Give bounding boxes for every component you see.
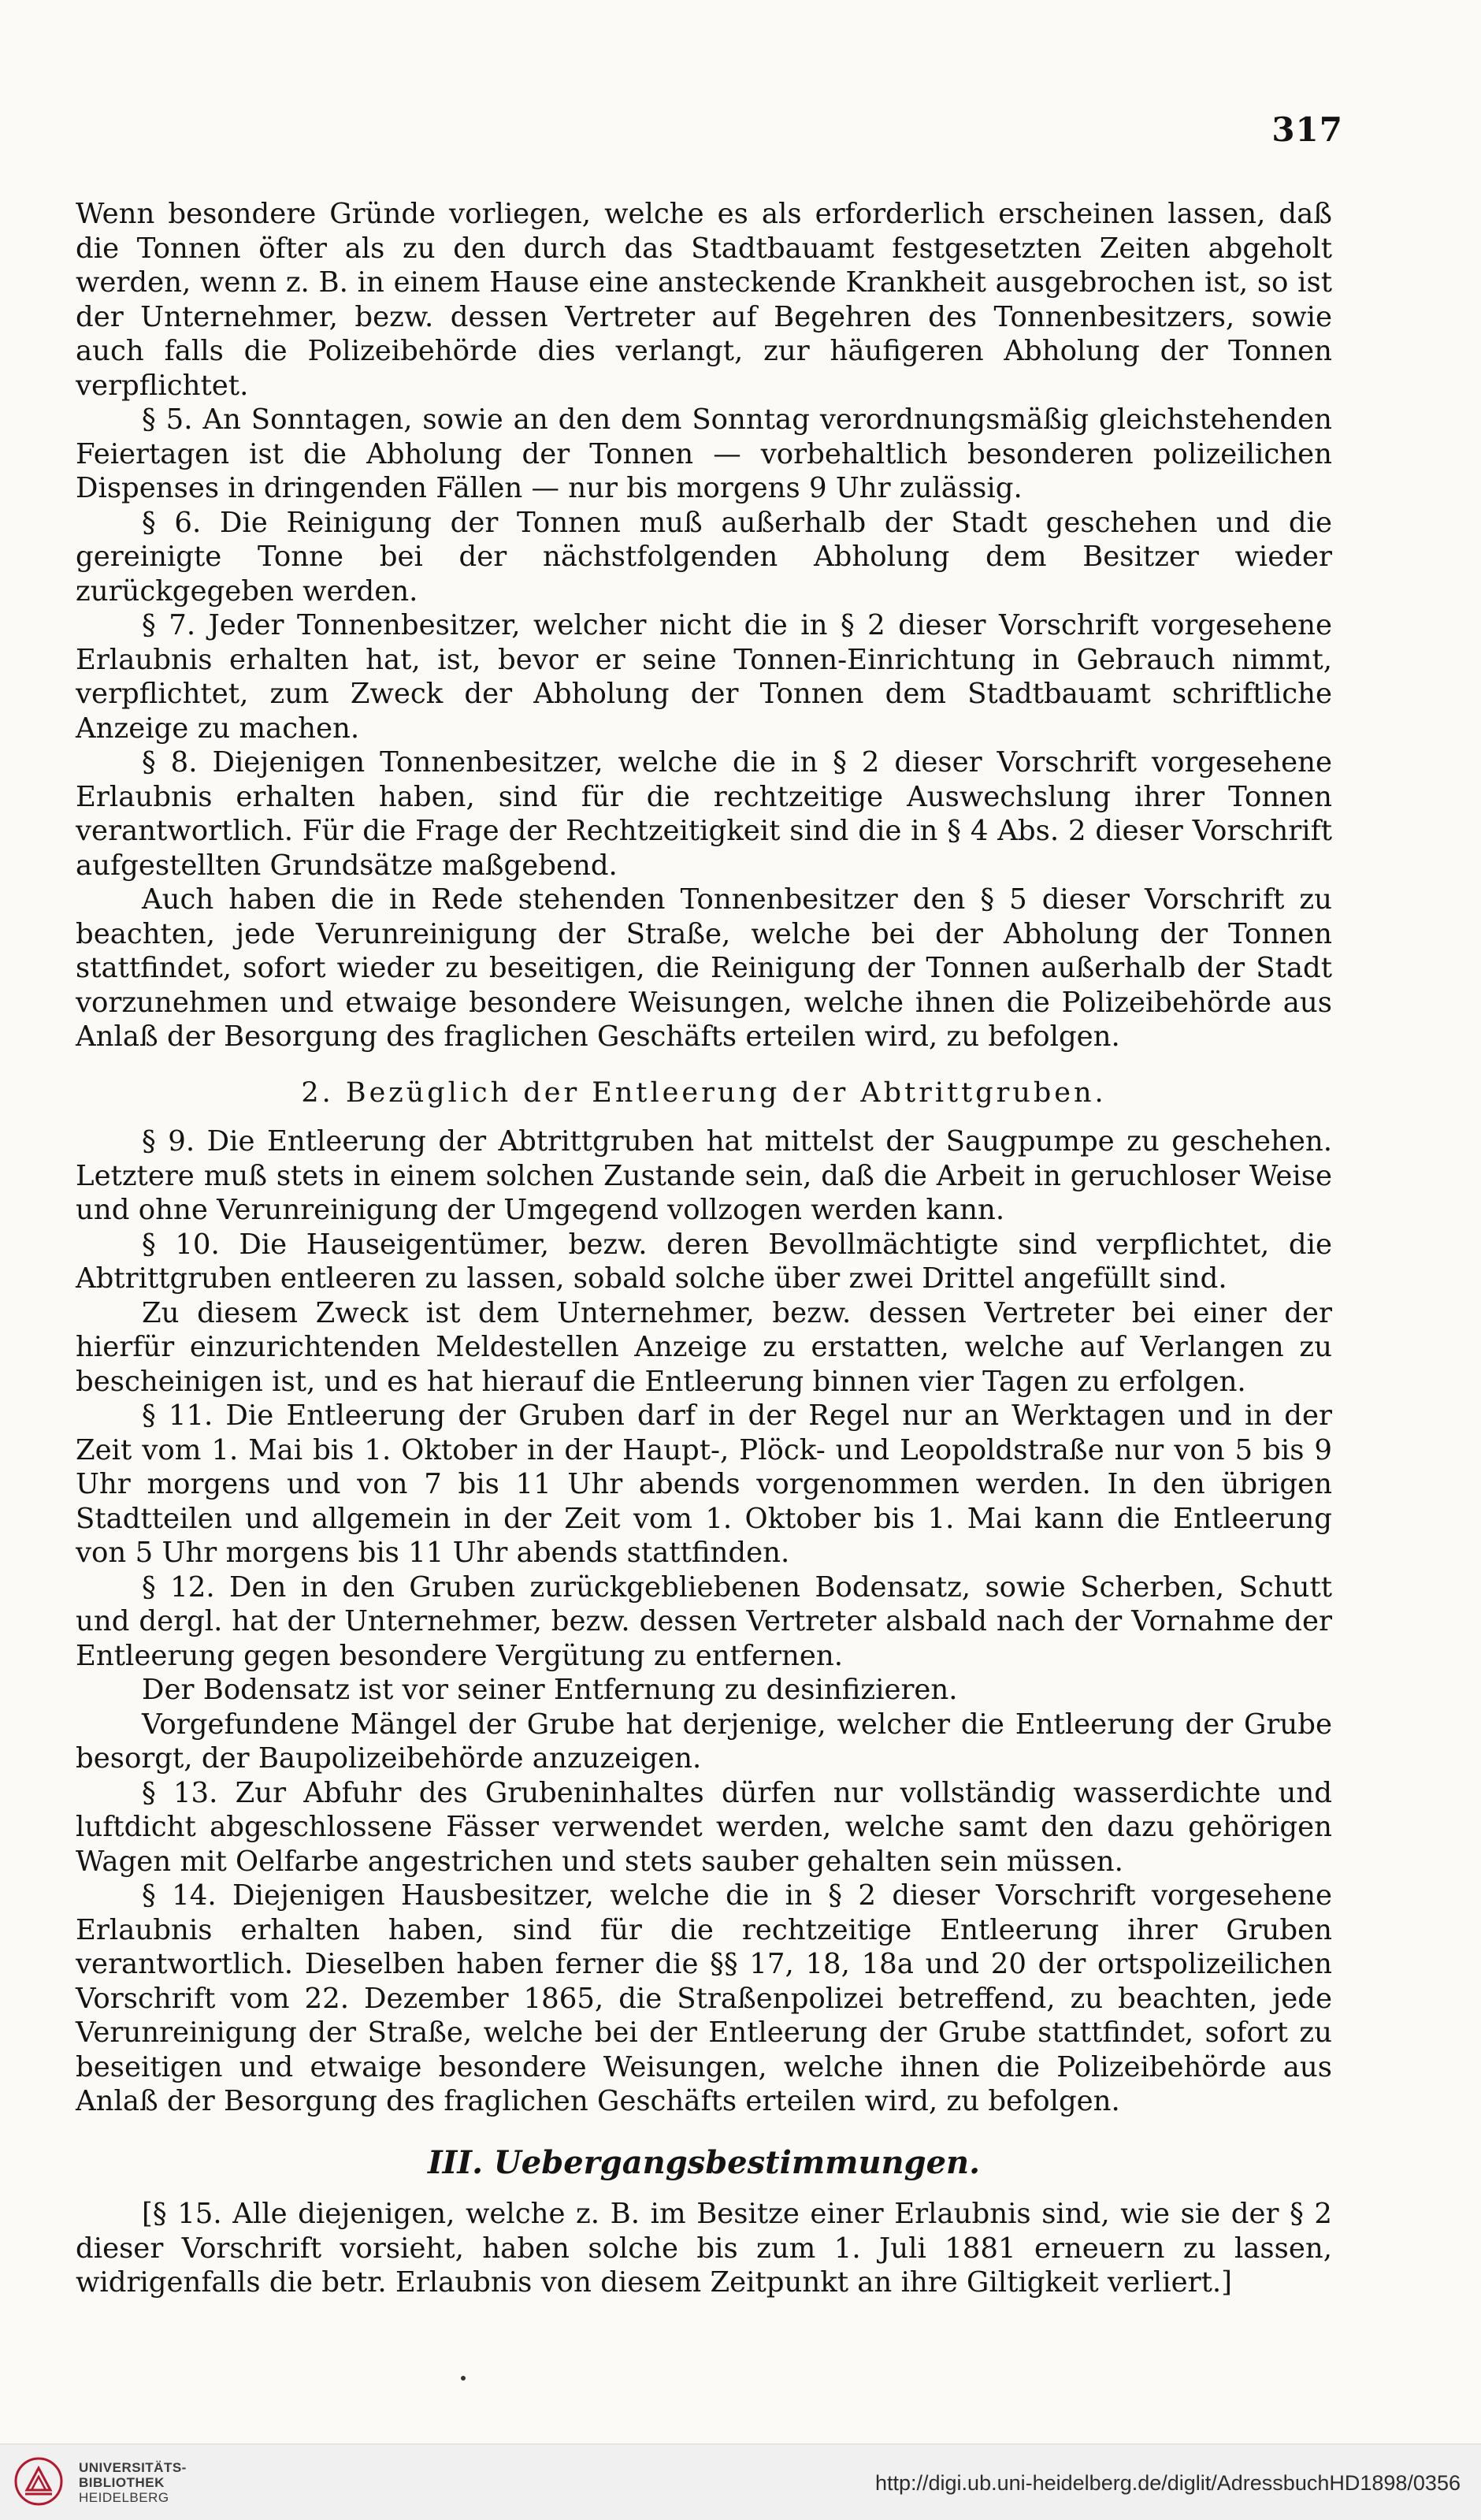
- footer-bar: [0, 2444, 1481, 2520]
- library-name: [79, 2460, 187, 2505]
- paragraph-12: § 12. Den in den Gruben zurückgebliebenen Bodensatz, sowie Scherben, Schutt und dergl. hat der Unternehmer, bezw. dessen Vertreter alsbald nach der Vornahme der Entleerung gegen besondere Vergütung zu entfernen.: [76, 1570, 1332, 1672]
- paragraph-7: § 7. Jeder Tonnenbesitzer, welcher nicht die in § 2 dieser Vorschrift vorgesehene Erlaubnis erhalten hat, ist, bevor er seine Tonnen-Einrichtung in Gebrauch nimmt, verpflichtet, zum Zweck der Abholung der Tonnen dem Stadtbauamt schriftliche Anzeige zu machen.: [76, 609, 1332, 745]
- library-name-line: HEIDELBERG: [79, 2490, 169, 2505]
- paragraph: Der Bodensatz ist vor seiner Entfernung zu desinfizieren.: [142, 1674, 958, 1706]
- paragraph: Vorgefundene Mängel der Grube hat derjenige, welcher die Entleerung der Grube besorgt, der Baupolizeibehörde anzuzeigen.: [76, 1708, 1332, 1775]
- paragraph-5: § 5. An Sonntagen, sowie an den dem Sonntag verordnungsmäßig gleichstehenden Feiertagen ist die Abholung der Tonnen — vorbehaltlich besonderen polizeilichen Dispenses in dringenden Fällen — nur bis morgens 9 Uhr zulässig.: [76, 403, 1332, 504]
- source-url[interactable]: http://digi.ub.uni-heidelberg.de/diglit/AdressbuchHD1898/0356: [874, 2471, 1461, 2495]
- paragraph-10: § 10. Die Hauseigentümer, bezw. deren Bevollmächtigte sind verpflichtet, die Abtrittgruben entleeren zu lassen, sobald solche über zwei Drittel angefüllt sind.: [76, 1228, 1332, 1295]
- ink-dot: [461, 2376, 466, 2381]
- paragraph-13: § 13. Zur Abfuhr des Grubeninhaltes dürfen nur vollständig wasserdichte und luftdicht abgeschlossene Fässer verwendet werden, welche samt den dazu gehörigen Wagen mit Oelfarbe angestrichen und stets sauber gehalten sein müssen.: [76, 1776, 1332, 1878]
- library-seal-icon: [14, 2457, 63, 2506]
- paragraph-11: § 11. Die Entleerung der Gruben darf in der Regel nur an Werktagen und in der Zeit vom 1. Mai bis 1. Oktober in der Haupt-, Plöck- und Leopoldstraße nur von 5 bis 9 Uhr morgens und von 7 bis 11 Uhr abends vorgenommen werden. In den übrigen Stadtteilen und allgemein in der Zeit vom 1. Oktober bis 1. Mai kann die Entleerung von 5 Uhr morgens bis 11 Uhr abends stattfinden.: [76, 1399, 1332, 1569]
- library-name-line: UNIVERSITÄTS-: [79, 2460, 187, 2475]
- paragraph-9: § 9. Die Entleerung der Abtrittgruben hat mittelst der Saugpumpe zu geschehen. Letztere muß stets in einem solchen Zustande sein, daß die Arbeit in geruchloser Weise und ohne Verunreinigung der Umgegend vollzogen werden kann.: [76, 1125, 1332, 1226]
- paragraph: Zu diesem Zweck ist dem Unternehmer, bezw. dessen Vertreter bei einer der hierfür einzurichtenden Meldestellen Anzeige zu erstatten, welche auf Verlangen zu bescheinigen ist, und es hat hierauf die Entleerung binnen vier Tagen zu erfolgen.: [76, 1296, 1332, 1398]
- section-heading: 2. Bezüglich der Entleerung der Abtrittgruben.: [301, 1076, 1107, 1109]
- paragraph-6: § 6. Die Reinigung der Tonnen muß außerhalb der Stadt geschehen und die gereinigte Tonne bei der nächstfolgenden Abholung dem Besitzer wieder zurückgegeben werden.: [76, 506, 1332, 608]
- part-heading: III. Uebergangsbestimmungen.: [427, 2143, 981, 2181]
- page-number: 317: [1271, 110, 1343, 149]
- paragraph-8: § 8. Diejenigen Tonnenbesitzer, welche die in § 2 dieser Vorschrift vorgesehene Erlaubnis erhalten haben, sind für die rechtzeitige Auswechslung ihrer Tonnen verantwortlich. Für die Frage der Rechtzeitigkeit sind die in § 4 Abs. 2 dieser Vorschrift aufgestellten Grundsätze maßgebend.: [76, 746, 1332, 882]
- paragraph: Wenn besondere Gründe vorliegen, welche es als erforderlich erscheinen lassen, daß die Tonnen öfter als zu den durch das Stadtbauamt festgesetzten Zeiten abgeholt werden, wenn z. B. in einem Hause eine ansteckende Krankheit ausgebrochen ist, so ist der Unternehmer, bezw. dessen Vertreter auf Begehren des Tonnenbesitzers, sowie auch falls die Polizeibehörde dies verlangt, zur häufigeren Abholung der Tonnen verpflichtet.: [76, 198, 1332, 402]
- paragraph-14: § 14. Diejenigen Hausbesitzer, welche die in § 2 dieser Vorschrift vorgesehene Erlaubnis erhalten haben, sind für die rechtzeitige Entleerung ihrer Gruben verantwortlich. Dieselben haben ferner die §§ 17, 18, 18a und 20 der ortspolizeilichen Vorschrift vom 22. Dezember 1865, die Straßenpolizei betreffend, zu beachten, jede Verunreinigung der Straße, welche bei der Entleerung der Grube stattfindet, sofort zu beseitigen und etwaige besondere Weisungen, welche ihnen die Polizeibehörde aus Anlaß der Besorgung des fraglichen Geschäfts erteilen wird, zu befolgen.: [76, 1879, 1332, 2117]
- paragraph-15: [§ 15. Alle diejenigen, welche z. B. im Besitze einer Erlaubnis sind, wie sie der § 2 dieser Vorschrift vorsieht, haben solche bis zum 1. Juli 1881 erneuern zu lassen, widrigenfalls die betr. Erlaubnis von diesem Zeitpunkt an ihre Giltigkeit verliert.]: [76, 2198, 1332, 2299]
- paragraph: Auch haben die in Rede stehenden Tonnenbesitzer den § 5 dieser Vorschrift zu beachten, jede Verunreinigung der Straße, welche bei der Abholung der Tonnen stattfindet, sofort wieder zu beseitigen, die Reinigung der Tonnen außerhalb der Stadt vorzunehmen und etwaige besondere Weisungen, welche ihnen die Polizeibehörde aus Anlaß der Besorgung des fraglichen Geschäfts erteilen wird, zu befolgen.: [76, 883, 1332, 1053]
- main-text: [76, 197, 1332, 2300]
- library-name-line: BIBLIOTHEK: [79, 2475, 165, 2490]
